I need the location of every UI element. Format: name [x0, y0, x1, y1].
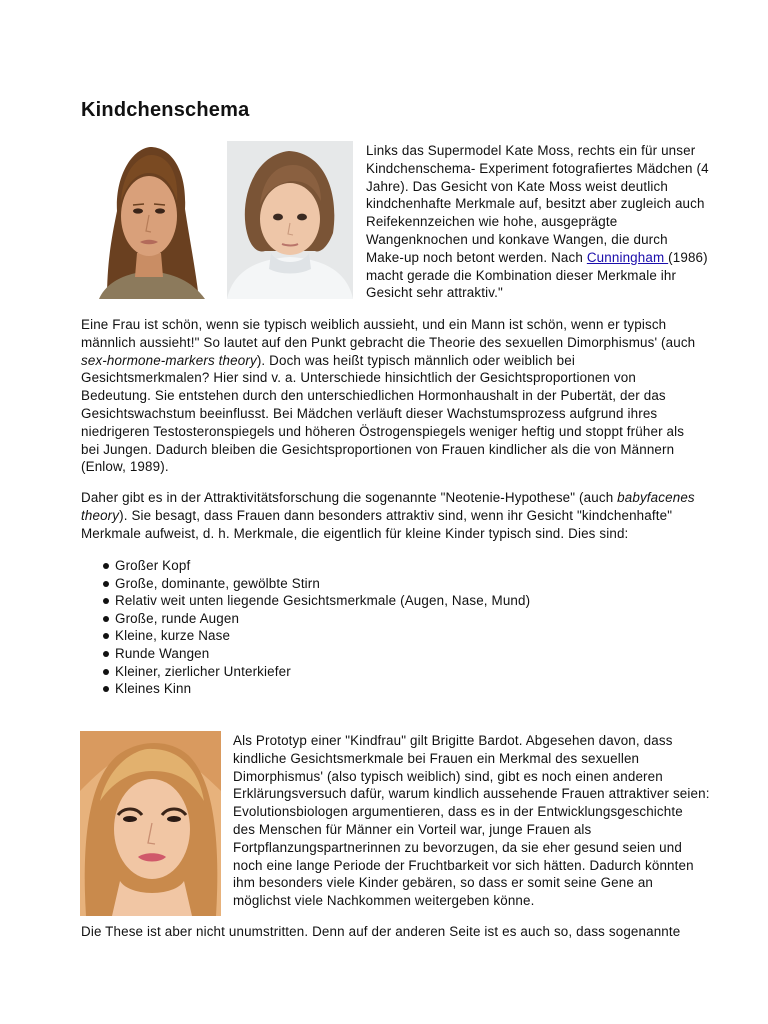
list-item	[81, 627, 724, 645]
text-line: Dimorphismus' (also typisch weiblich) sind, gibt es noch einen anderen	[233, 768, 663, 784]
text-line	[366, 249, 724, 267]
text-line	[81, 507, 724, 525]
text-line: macht gerade die Kombination dieser Merkmale ihr	[366, 267, 677, 283]
paragraph-bardot	[233, 732, 724, 910]
text-line: Eine Frau ist schön, wenn sie typisch weiblich aussieht, und ein Mann ist schön, wenn er typisch	[81, 317, 667, 332]
list-item-label: Kleiner, zierlicher Unterkiefer	[115, 663, 291, 679]
text-line: Wangenknochen und konkave Wangen, die durch	[366, 231, 668, 247]
paragraph-final	[81, 923, 724, 941]
list-item	[81, 610, 724, 628]
text-line	[81, 352, 724, 370]
text-line: Gesicht sehr attraktiv."	[366, 285, 503, 301]
text-line: (Enlow, 1989).	[81, 459, 169, 475]
portrait-child-icon	[227, 141, 353, 299]
feature-list	[81, 557, 724, 698]
text-line: Reifekennzeichen wie hohe, ausgeprägte	[366, 214, 618, 230]
intro-paragraph	[366, 142, 724, 302]
text-line: Gesichtsmerkmalen? Hier sind v. a. Unterschiede hinsichtlich der Gesichtsproportionen von	[81, 370, 636, 386]
page-title: Kindchenschema	[81, 99, 250, 121]
text-line: Gesichtswachstum beeinflusst. Bei Mädchen verläuft dieser Wachstumsprozess aufgrund ihres	[81, 405, 658, 421]
text-line: Kindchenschema- Experiment fotografiertes Mädchen (4	[366, 160, 709, 176]
text-line	[81, 489, 724, 507]
text-line: kindliche Gesichtsmerkmale bei Frauen ein Merkmal des sexuellen	[233, 750, 640, 766]
text-emphasis: babyfacenes	[617, 490, 695, 505]
list-item	[81, 645, 724, 663]
list-item	[81, 663, 724, 681]
text-line: Links das Supermodel Kate Moss, rechts ein für unser	[366, 143, 696, 158]
text-line: Als Prototyp einer "Kindfrau" gilt Brigitte Bardot. Abgesehen davon, dass	[233, 733, 673, 748]
list-item-label: Kleines Kinn	[115, 681, 192, 697]
list-item	[81, 592, 724, 610]
photo-brigitte-bardot	[80, 731, 221, 916]
photo-girl	[227, 141, 353, 299]
list-item-label: Relativ weit unten liegende Gesichtsmerkmale (Augen, Nase, Mund)	[115, 593, 531, 609]
photo-kate-moss	[87, 141, 212, 299]
paragraph-neoteny	[81, 489, 724, 542]
text-fragment: ). Doch was heißt typisch männlich oder weiblich bei	[256, 352, 575, 368]
text-fragment: (1986)	[668, 249, 708, 265]
paragraph-dimorphism	[81, 316, 724, 476]
bullet-icon	[103, 581, 109, 587]
text-line: Evolutionsbiologen argumentieren, dass es in der Entwicklungsgeschichte	[233, 804, 683, 820]
list-item	[81, 680, 724, 698]
text-line: niedrigeren Testosteronspiegels und höheren Östrogenspiegels weniger heftig und stoppt früher als	[81, 423, 685, 439]
text-line: Fortpflanzungspartnerinnen zu bevorzugen, da sie eher gesund seien und	[233, 839, 682, 855]
text-emphasis: theory	[81, 507, 120, 523]
bullet-icon	[103, 651, 109, 657]
text-emphasis: sex-hormone-markers theory	[81, 352, 257, 368]
text-line: Bedeutung. Sie entstehen durch den unterschiedlichen Hormonhaushalt in der Pubertät, der das	[81, 388, 666, 404]
cunningham-link[interactable]: Cunningham	[586, 249, 669, 265]
text-fragment: Make-up noch betont werden. Nach	[366, 249, 587, 265]
text-line: männlich aussieht!" So lautet auf den Punkt gebracht die Theorie des sexuellen Dimorphismus' (auch	[81, 334, 696, 350]
bullet-icon	[103, 686, 109, 692]
list-item	[81, 557, 724, 575]
text-line: bei Jungen. Dadurch bleiben die Gesichtsproportionen von Frauen kindlicher als die von Männern	[81, 441, 675, 457]
text-fragment: Daher gibt es in der Attraktivitätsforschung die sogenannte "Neotenie-Hypothese" (auch	[81, 490, 618, 505]
text-line: Erklärungsversuch dafür, warum kindlich aussehende Frauen attraktiver seien:	[233, 786, 710, 802]
list-item-label: Runde Wangen	[115, 645, 210, 661]
list-item	[81, 575, 724, 593]
list-item-label: Große, runde Augen	[115, 610, 240, 626]
bullet-icon	[103, 669, 109, 675]
text-line: möglichst viele Nachkommen weitergeben könne.	[233, 893, 535, 909]
text-line: Jahre). Das Gesicht von Kate Moss weist deutlich	[366, 178, 668, 194]
text-line: ihm besonders viele Kinder gebären, so dass er somit seine Gene an	[233, 875, 654, 891]
text-line: Merkmale aufweist, d. h. Merkmale, die eigentlich für kleine Kinder typisch sind. Dies sind:	[81, 525, 629, 541]
bullet-icon	[103, 633, 109, 639]
text-fragment: ). Sie besagt, dass Frauen dann besonders attraktiv sind, wenn ihr Gesicht "kindchenhafte"	[119, 507, 673, 523]
bullet-icon	[103, 598, 109, 604]
bullet-icon	[103, 563, 109, 569]
text-line: kindchenhafte Merkmale auf, besitzt aber zugleich auch	[366, 196, 705, 212]
text-line: noch eine lange Periode der Fruchtbarkeit vor sich hätten. Dadurch könnten	[233, 857, 694, 873]
portrait-woman-icon	[80, 731, 221, 916]
text-line: des Menschen für Männer ein Vorteil war, junge Frauen als	[233, 821, 592, 837]
list-item-label: Große, dominante, gewölbte Stirn	[115, 575, 321, 591]
bullet-icon	[103, 616, 109, 622]
text-line: Die These ist aber nicht unumstritten. Denn auf der anderen Seite ist es auch so, dass sogenannte	[81, 924, 681, 939]
list-item-label: Kleine, kurze Nase	[115, 628, 231, 644]
portrait-woman-icon	[87, 141, 212, 299]
list-item-label: Großer Kopf	[115, 558, 191, 573]
